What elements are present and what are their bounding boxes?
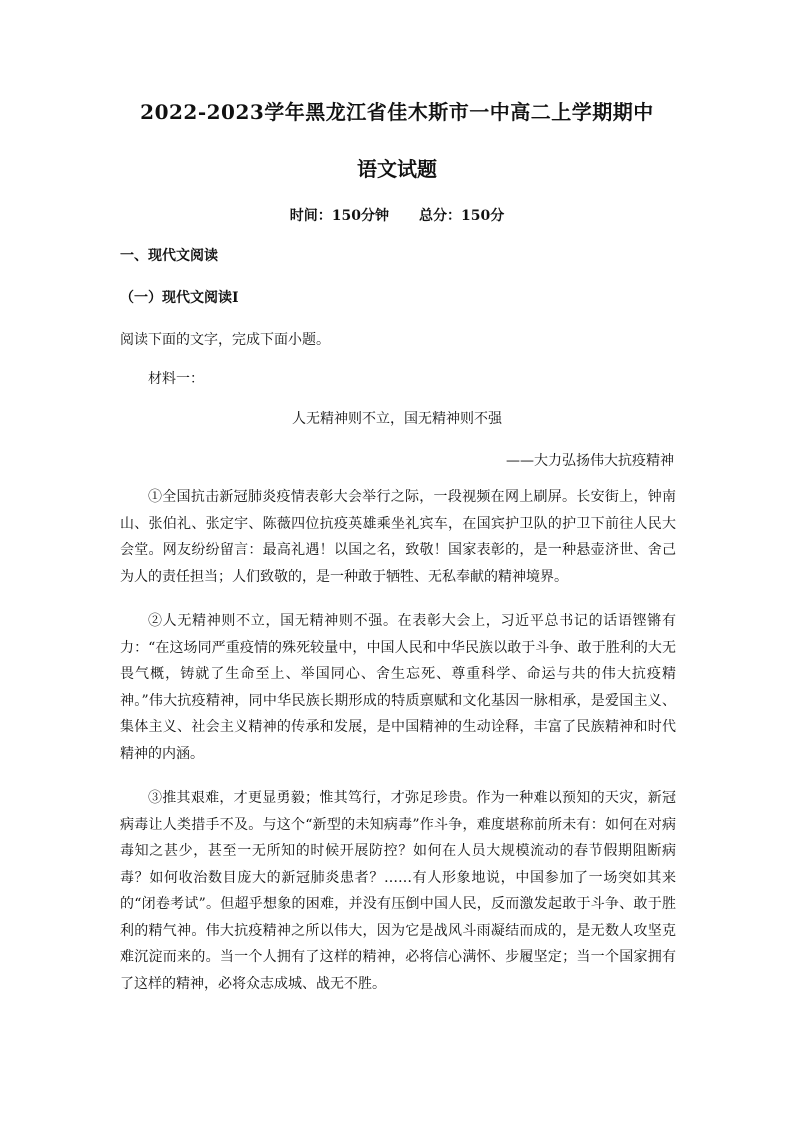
material-label: 材料一：: [148, 371, 204, 387]
exam-subtitle: 语文试题: [357, 157, 437, 181]
paragraph-1: ①全国抗击新冠肺炎疫情表彰大会举行之际，一段视频在网上刷屏。长安街上，钟南山、张伯礼、张定宇、陈薇四位抗疫英雄乘坐礼宾车，在国宾护卫队的护卫下前往人民大会堂。网友纷纷留言：最高礼遇！以国之名，致敬！国家表彰的，是一种悬壶济世、舍己为人的责任担当；人们致敬的，是一种敢于牺牲、无私奉献的精神境界。: [120, 489, 676, 585]
exam-time: 时间：150分钟: [289, 208, 389, 224]
material-quote: 人无精神则不立，国无精神则不强: [292, 411, 502, 427]
exam-meta: [0, 205, 794, 225]
exam-score: 总分：150分: [419, 208, 505, 224]
exam-title: 2022-2023学年黑龙江省佳木斯市一中高二上学期期中: [140, 100, 654, 124]
paragraph-3: ③推其艰难，才更显勇毅；惟其笃行，才弥足珍贵。作为一种难以预知的天灾，新冠病毒让人类措手不及。与这个“新型的未知病毒”作斗争，难度堪称前所未有：如何在对病毒知之甚少，甚至一无所知的时候开展防控？如何在人员大规模流动的春节假期阻断病毒？如何收治数目庞大的新冠肺炎患者？……有人形象地说，中国参加了一场突如其来的“闭卷考试”。但超乎想象的困难，并没有压倒中国人民，反而激发起敢于斗争、敢于胜利的精气神。伟大抗疫精神之所以伟大，因为它是战风斗雨凝结而成的，是无数人攻坚克难沉淀而来的。当一个人拥有了这样的精神，必将信心满怀、步履坚定；当一个国家拥有了这样的精神，必将众志成城、战无不胜。: [120, 790, 676, 992]
reading-instruction: 阅读下面的文字，完成下面小题。: [120, 332, 330, 348]
quote-attribution: ——大力弘扬伟大抗疫精神: [506, 453, 674, 469]
paragraph-2: ②人无精神则不立，国无精神则不强。在表彰大会上，习近平总书记的话语铿锵有力：“在这场同严重疫情的殊死较量中，中国人民和中华民族以敢于斗争、敢于胜利的大无畏气概，铸就了生命至上、举国同心、舍生忘死、尊重科学、命运与共的伟大抗疫精神。”伟大抗疫精神，同中华民族长期形成的特质禀赋和文化基因一脉相承，是爱国主义、集体主义、社会主义精神的传承和发展，是中国精神的生动诠释，丰富了民族精神和时代精神的内涵。: [120, 613, 676, 762]
section-heading: 一、现代文阅读: [120, 248, 218, 264]
subsection-heading: （一）现代文阅读Ⅰ: [120, 290, 239, 306]
